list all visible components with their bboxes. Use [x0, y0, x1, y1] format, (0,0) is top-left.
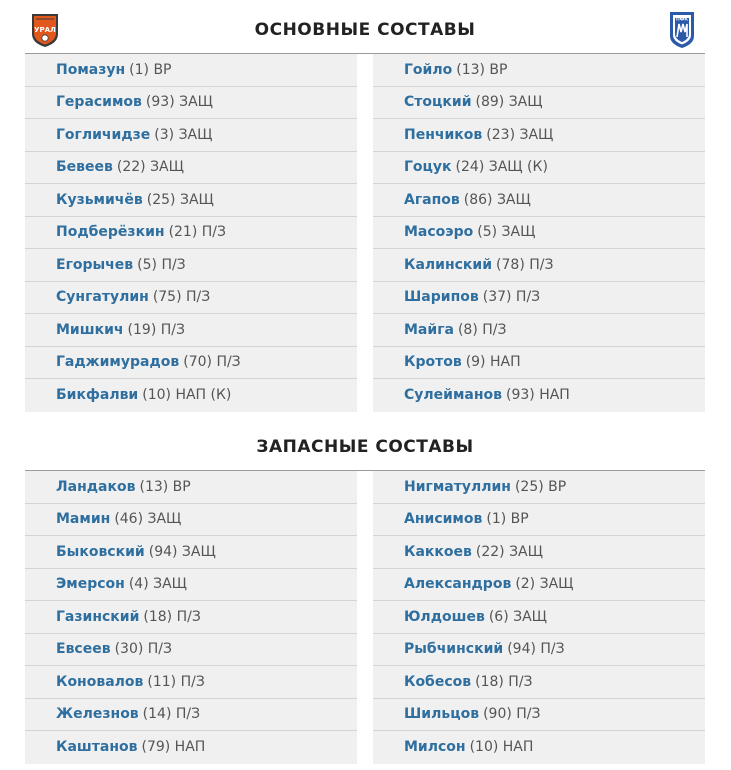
player-row[interactable]: [25, 731, 357, 764]
player-name-link[interactable]: Быковский: [56, 543, 145, 560]
player-name-link[interactable]: Масоэро: [404, 224, 474, 241]
player-name-link[interactable]: Кобесов: [404, 673, 472, 690]
player-row[interactable]: [373, 152, 705, 185]
player-number-position: (90) П/З: [483, 706, 541, 723]
player-row[interactable]: [25, 569, 357, 602]
player-row[interactable]: [373, 536, 705, 569]
player-row[interactable]: [373, 379, 705, 412]
player-row[interactable]: [373, 54, 705, 87]
player-name-link[interactable]: Газинский: [56, 608, 140, 625]
player-number-position: (4) ЗАЩ: [128, 576, 187, 593]
player-name-link[interactable]: Майга: [404, 321, 454, 338]
player-number-position: (93) ЗАЩ: [145, 94, 213, 111]
home-logo-text: УРАЛ: [34, 26, 56, 34]
player-number-position: (23) ЗАЩ: [486, 126, 554, 143]
player-row[interactable]: [25, 152, 357, 185]
player-number-position: (13) ВР: [456, 61, 508, 78]
player-name-link[interactable]: Милсон: [404, 739, 466, 756]
player-row[interactable]: [25, 504, 357, 537]
player-number-position: (46) ЗАЩ: [114, 511, 182, 528]
player-name-link[interactable]: Кротов: [404, 354, 462, 371]
player-number-position: (14) П/З: [142, 706, 201, 723]
player-number-position: (5) П/З: [137, 256, 186, 273]
player-row[interactable]: [373, 731, 705, 764]
subs-lineups-title: ЗАПАСНЫЕ СОСТАВЫ: [256, 437, 474, 457]
player-number-position: (3) ЗАЩ: [154, 126, 213, 143]
player-number-position: (1) ВР: [486, 511, 529, 528]
player-row[interactable]: [25, 601, 357, 634]
player-name-link[interactable]: Кузьмичёв: [56, 191, 143, 208]
player-row[interactable]: [373, 119, 705, 152]
player-number-position: (21) П/З: [168, 224, 226, 241]
player-number-position: (94) ЗАЩ: [148, 543, 216, 560]
player-number-position: (18) П/З: [475, 673, 533, 690]
player-name-link[interactable]: Герасимов: [56, 94, 142, 111]
player-row[interactable]: [25, 282, 357, 315]
player-row[interactable]: [25, 249, 357, 282]
player-name-link[interactable]: Мишкич: [56, 321, 124, 338]
player-row[interactable]: [25, 87, 357, 120]
player-row[interactable]: [373, 282, 705, 315]
player-name-link[interactable]: Бикфалви: [56, 387, 139, 404]
player-name-link[interactable]: Гаджимурадов: [56, 354, 180, 371]
player-name-link[interactable]: Железнов: [56, 706, 139, 723]
player-name-link[interactable]: Каккоев: [404, 543, 472, 560]
player-number-position: (94) П/З: [507, 641, 565, 658]
player-row[interactable]: [25, 119, 357, 152]
player-row[interactable]: [25, 54, 357, 87]
player-row[interactable]: [373, 217, 705, 250]
player-name-link[interactable]: Егорычев: [56, 256, 134, 273]
player-row[interactable]: [373, 347, 705, 380]
player-number-position: (25) ЗАЩ: [146, 191, 214, 208]
player-name-link[interactable]: Калинский: [404, 256, 493, 273]
player-number-position: (22) ЗАЩ: [116, 159, 184, 176]
player-number-position: (1) ВР: [129, 61, 172, 78]
player-row[interactable]: [373, 184, 705, 217]
player-name-link[interactable]: Сулейманов: [404, 387, 502, 404]
player-name-link[interactable]: Александров: [404, 576, 512, 593]
player-number-position: (70) П/З: [183, 354, 241, 371]
player-name-link[interactable]: Юлдошев: [404, 608, 485, 625]
player-name-link[interactable]: Гоцук: [404, 159, 452, 176]
player-number-position: (22) ЗАЩ: [475, 543, 543, 560]
player-row[interactable]: [25, 379, 357, 412]
player-name-link[interactable]: Шарипов: [404, 289, 479, 306]
subs-away-lineup: [373, 471, 705, 764]
player-number-position: (13) ВР: [139, 478, 191, 495]
player-number-position: (11) П/З: [147, 673, 205, 690]
player-name-link[interactable]: Сунгатулин: [56, 289, 149, 306]
player-number-position: (10) НАП (К): [142, 387, 232, 404]
player-number-position: (93) НАП: [506, 387, 570, 404]
player-number-position: (5) ЗАЩ: [477, 224, 536, 241]
player-row[interactable]: [373, 699, 705, 732]
player-number-position: (18) П/З: [143, 608, 201, 625]
player-number-position: (9) НАП: [465, 354, 521, 371]
player-row[interactable]: [25, 666, 357, 699]
player-name-link[interactable]: Агапов: [404, 191, 460, 208]
player-number-position: (86) ЗАЩ: [463, 191, 531, 208]
player-row[interactable]: [373, 601, 705, 634]
player-name-link[interactable]: Бевеев: [56, 159, 113, 176]
player-name-link[interactable]: Шильцов: [404, 706, 480, 723]
player-number-position: (8) П/З: [457, 321, 507, 338]
player-number-position: (2) ЗАЩ: [515, 576, 574, 593]
player-number-position: (75) П/З: [152, 289, 211, 306]
player-row[interactable]: [373, 504, 705, 537]
player-number-position: (6) ЗАЩ: [488, 608, 547, 625]
main-home-lineup: [25, 54, 357, 412]
player-name-link[interactable]: Коновалов: [56, 673, 144, 690]
player-number-position: (37) П/З: [482, 289, 541, 306]
player-name-link[interactable]: Рыбчинский: [404, 641, 504, 658]
player-name-link[interactable]: Каштанов: [56, 739, 138, 756]
main-away-lineup: [373, 54, 705, 412]
player-number-position: (24) ЗАЩ (К): [455, 159, 548, 176]
away-logo-text: ПФК: [676, 17, 688, 23]
player-row[interactable]: [25, 634, 357, 667]
subs-home-lineup: [25, 471, 357, 764]
player-number-position: (30) П/З: [114, 641, 172, 658]
player-name-link[interactable]: Гогличидзе: [56, 126, 151, 143]
player-row[interactable]: [25, 314, 357, 347]
player-name-link[interactable]: Гойло: [404, 61, 453, 78]
player-name-link[interactable]: Подберёзкин: [56, 224, 165, 241]
player-number-position: (89) ЗАЩ: [475, 94, 543, 111]
player-name-link[interactable]: Ландаков: [56, 478, 136, 495]
player-number-position: (10) НАП: [469, 739, 534, 756]
player-row[interactable]: [373, 569, 705, 602]
player-row[interactable]: [25, 536, 357, 569]
player-name-link[interactable]: Эмерсон: [56, 576, 125, 593]
player-row[interactable]: [373, 666, 705, 699]
player-number-position: (25) ВР: [514, 478, 567, 495]
player-row[interactable]: [373, 87, 705, 120]
player-row[interactable]: [25, 699, 357, 732]
player-name-link[interactable]: Помазун: [56, 61, 126, 78]
player-row[interactable]: [25, 471, 357, 504]
player-name-link[interactable]: Анисимов: [404, 511, 483, 528]
player-number-position: (78) П/З: [496, 256, 554, 273]
player-row[interactable]: [373, 314, 705, 347]
player-row[interactable]: [25, 217, 357, 250]
player-number-position: (79) НАП: [141, 739, 206, 756]
player-row[interactable]: [373, 471, 705, 504]
player-name-link[interactable]: Пенчиков: [404, 126, 483, 143]
player-name-link[interactable]: Евсеев: [56, 641, 111, 658]
player-number-position: (19) П/З: [127, 321, 185, 338]
player-row[interactable]: [25, 347, 357, 380]
player-row[interactable]: [373, 634, 705, 667]
player-row[interactable]: [25, 184, 357, 217]
player-name-link[interactable]: Нигматуллин: [404, 478, 511, 495]
player-row[interactable]: [373, 249, 705, 282]
main-lineups-title: ОСНОВНЫЕ СОСТАВЫ: [254, 20, 476, 40]
player-name-link[interactable]: Стоцкий: [404, 94, 472, 111]
player-name-link[interactable]: Мамин: [56, 511, 111, 528]
